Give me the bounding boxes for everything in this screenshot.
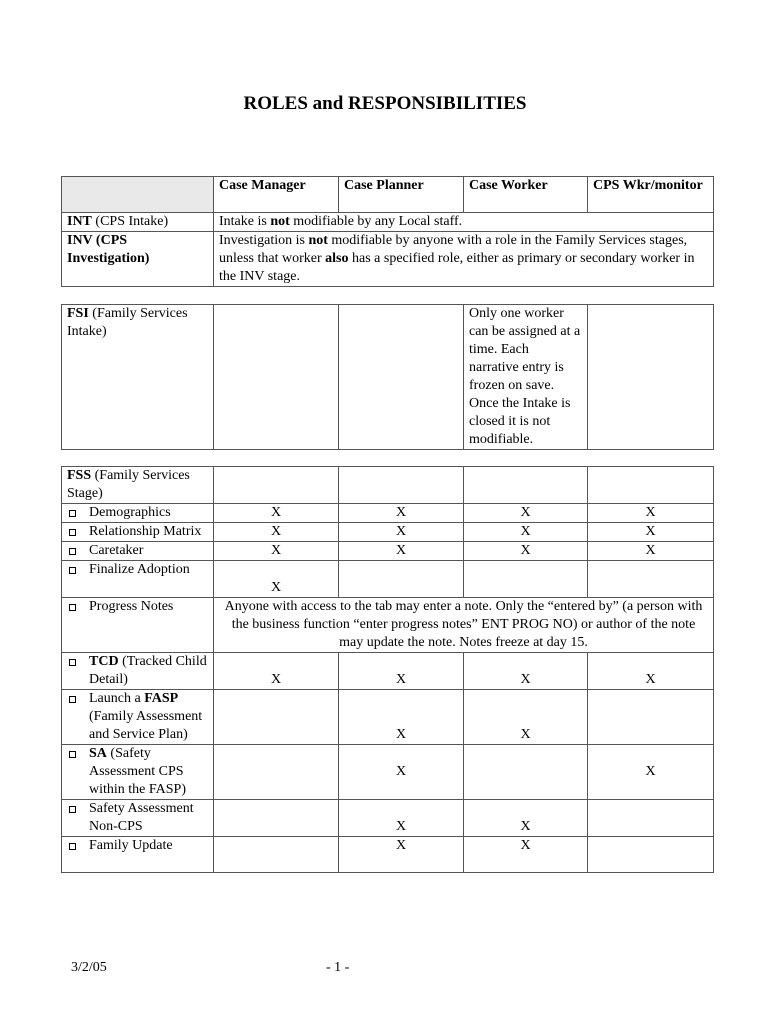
mark-x: X — [339, 523, 464, 542]
int-label: INT (CPS Intake) — [62, 213, 214, 232]
checkbox-bullet-icon — [69, 659, 76, 666]
fss-progress-notes-row — [62, 598, 714, 653]
mark-x: X — [464, 542, 588, 561]
checkbox-bullet-icon — [69, 548, 76, 555]
header-case-planner: Case Planner — [339, 177, 464, 213]
header-blank-cell — [62, 177, 214, 213]
progress-notes-note: Anyone with access to the tab may enter a note. Only the “entered by” (a person with the business function “enter progress notes” ENT PROG NO) or author of the note may update the note. Notes freeze at day 15. — [214, 598, 714, 653]
mark-x: X — [339, 837, 464, 873]
mark-x: X — [339, 504, 464, 523]
mark-x: X — [588, 523, 714, 542]
fss-fasp-row — [62, 690, 714, 745]
roles-table-fsi — [61, 304, 714, 450]
inv-label: INV (CPS Investigation) — [62, 232, 214, 287]
mark-x: X — [588, 653, 714, 690]
int-row — [62, 213, 714, 232]
mark-x: X — [464, 800, 588, 837]
fss-relationship-row — [62, 523, 714, 542]
fsi-case-planner-cell — [339, 305, 464, 450]
mark-x: X — [339, 542, 464, 561]
finalize-adoption-label: Finalize Adoption — [89, 562, 190, 577]
fss-header-row — [62, 467, 714, 504]
safety-assessment-noncps-label: Safety Assessment Non-CPS — [89, 801, 194, 834]
checkbox-bullet-icon — [69, 806, 76, 813]
inv-note: Investigation is not modifiable by anyone with a role in the Family Services stages, unless that worker also has a specified role, either as primary or secondary worker in the INV stage. — [214, 232, 714, 287]
relationship-matrix-label: Relationship Matrix — [89, 524, 202, 539]
mark-x: X — [464, 837, 588, 873]
caretaker-label: Caretaker — [89, 543, 144, 558]
mark-x: X — [339, 690, 464, 745]
page-title: ROLES and RESPONSIBILITIES — [243, 93, 527, 114]
header-case-worker: Case Worker — [464, 177, 588, 213]
inv-row — [62, 232, 714, 287]
checkbox-bullet-icon — [69, 696, 76, 703]
fss-tcd-row — [62, 653, 714, 690]
mark-x: X — [339, 653, 464, 690]
mark-x: X — [214, 561, 339, 598]
fss-safety-noncps-row — [62, 800, 714, 837]
fsi-note: Only one worker can be assigned at a time. Each narrative entry is frozen on save. Once the Intake is closed it is not modifiable. — [464, 305, 588, 450]
checkbox-bullet-icon — [69, 529, 76, 536]
fss-demographics-row — [62, 504, 714, 523]
family-update-label: Family Update — [89, 838, 173, 853]
mark-x: X — [464, 653, 588, 690]
mark-x: X — [464, 523, 588, 542]
demographics-label: Demographics — [89, 505, 171, 520]
footer-date: 3/2/05 — [71, 960, 107, 975]
roles-table-fss — [61, 466, 714, 873]
fss-finalize-adoption-row — [62, 561, 714, 598]
sa-label: SA (Safety Assessment CPS within the FASP) — [89, 746, 186, 797]
fsi-row — [62, 305, 714, 450]
header-case-manager: Case Manager — [214, 177, 339, 213]
mark-x: X — [588, 504, 714, 523]
mark-x: X — [214, 542, 339, 561]
mark-x: X — [214, 653, 339, 690]
fsi-case-manager-cell — [214, 305, 339, 450]
fss-sa-row — [62, 745, 714, 800]
fsi-cps-cell — [588, 305, 714, 450]
fss-family-update-row — [62, 837, 714, 873]
checkbox-bullet-icon — [69, 843, 76, 850]
table-header-row — [62, 177, 714, 213]
mark-x: X — [339, 800, 464, 837]
int-note: Intake is not modifiable by any Local staff. — [214, 213, 714, 232]
mark-x: X — [214, 504, 339, 523]
fsi-label: FSI (Family Services Intake) — [62, 305, 214, 450]
progress-notes-label: Progress Notes — [89, 599, 174, 614]
mark-x: X — [588, 542, 714, 561]
fasp-label: Launch a FASP (Family Assessment and Service Plan) — [89, 691, 203, 742]
checkbox-bullet-icon — [69, 751, 76, 758]
mark-x: X — [464, 504, 588, 523]
checkbox-bullet-icon — [69, 604, 76, 611]
mark-x: X — [588, 745, 714, 800]
footer-page-number: - 1 - — [326, 960, 350, 975]
header-cps-wkr-monitor: CPS Wkr/monitor — [588, 177, 714, 213]
checkbox-bullet-icon — [69, 510, 76, 517]
tcd-label: TCD (Tracked Child Detail) — [89, 654, 207, 687]
fss-caretaker-row — [62, 542, 714, 561]
checkbox-bullet-icon — [69, 567, 76, 574]
fss-label: FSS (Family Services Stage) — [62, 467, 214, 504]
mark-x: X — [214, 523, 339, 542]
mark-x: X — [464, 690, 588, 745]
mark-x: X — [339, 745, 464, 800]
roles-table-int-inv — [61, 176, 714, 287]
